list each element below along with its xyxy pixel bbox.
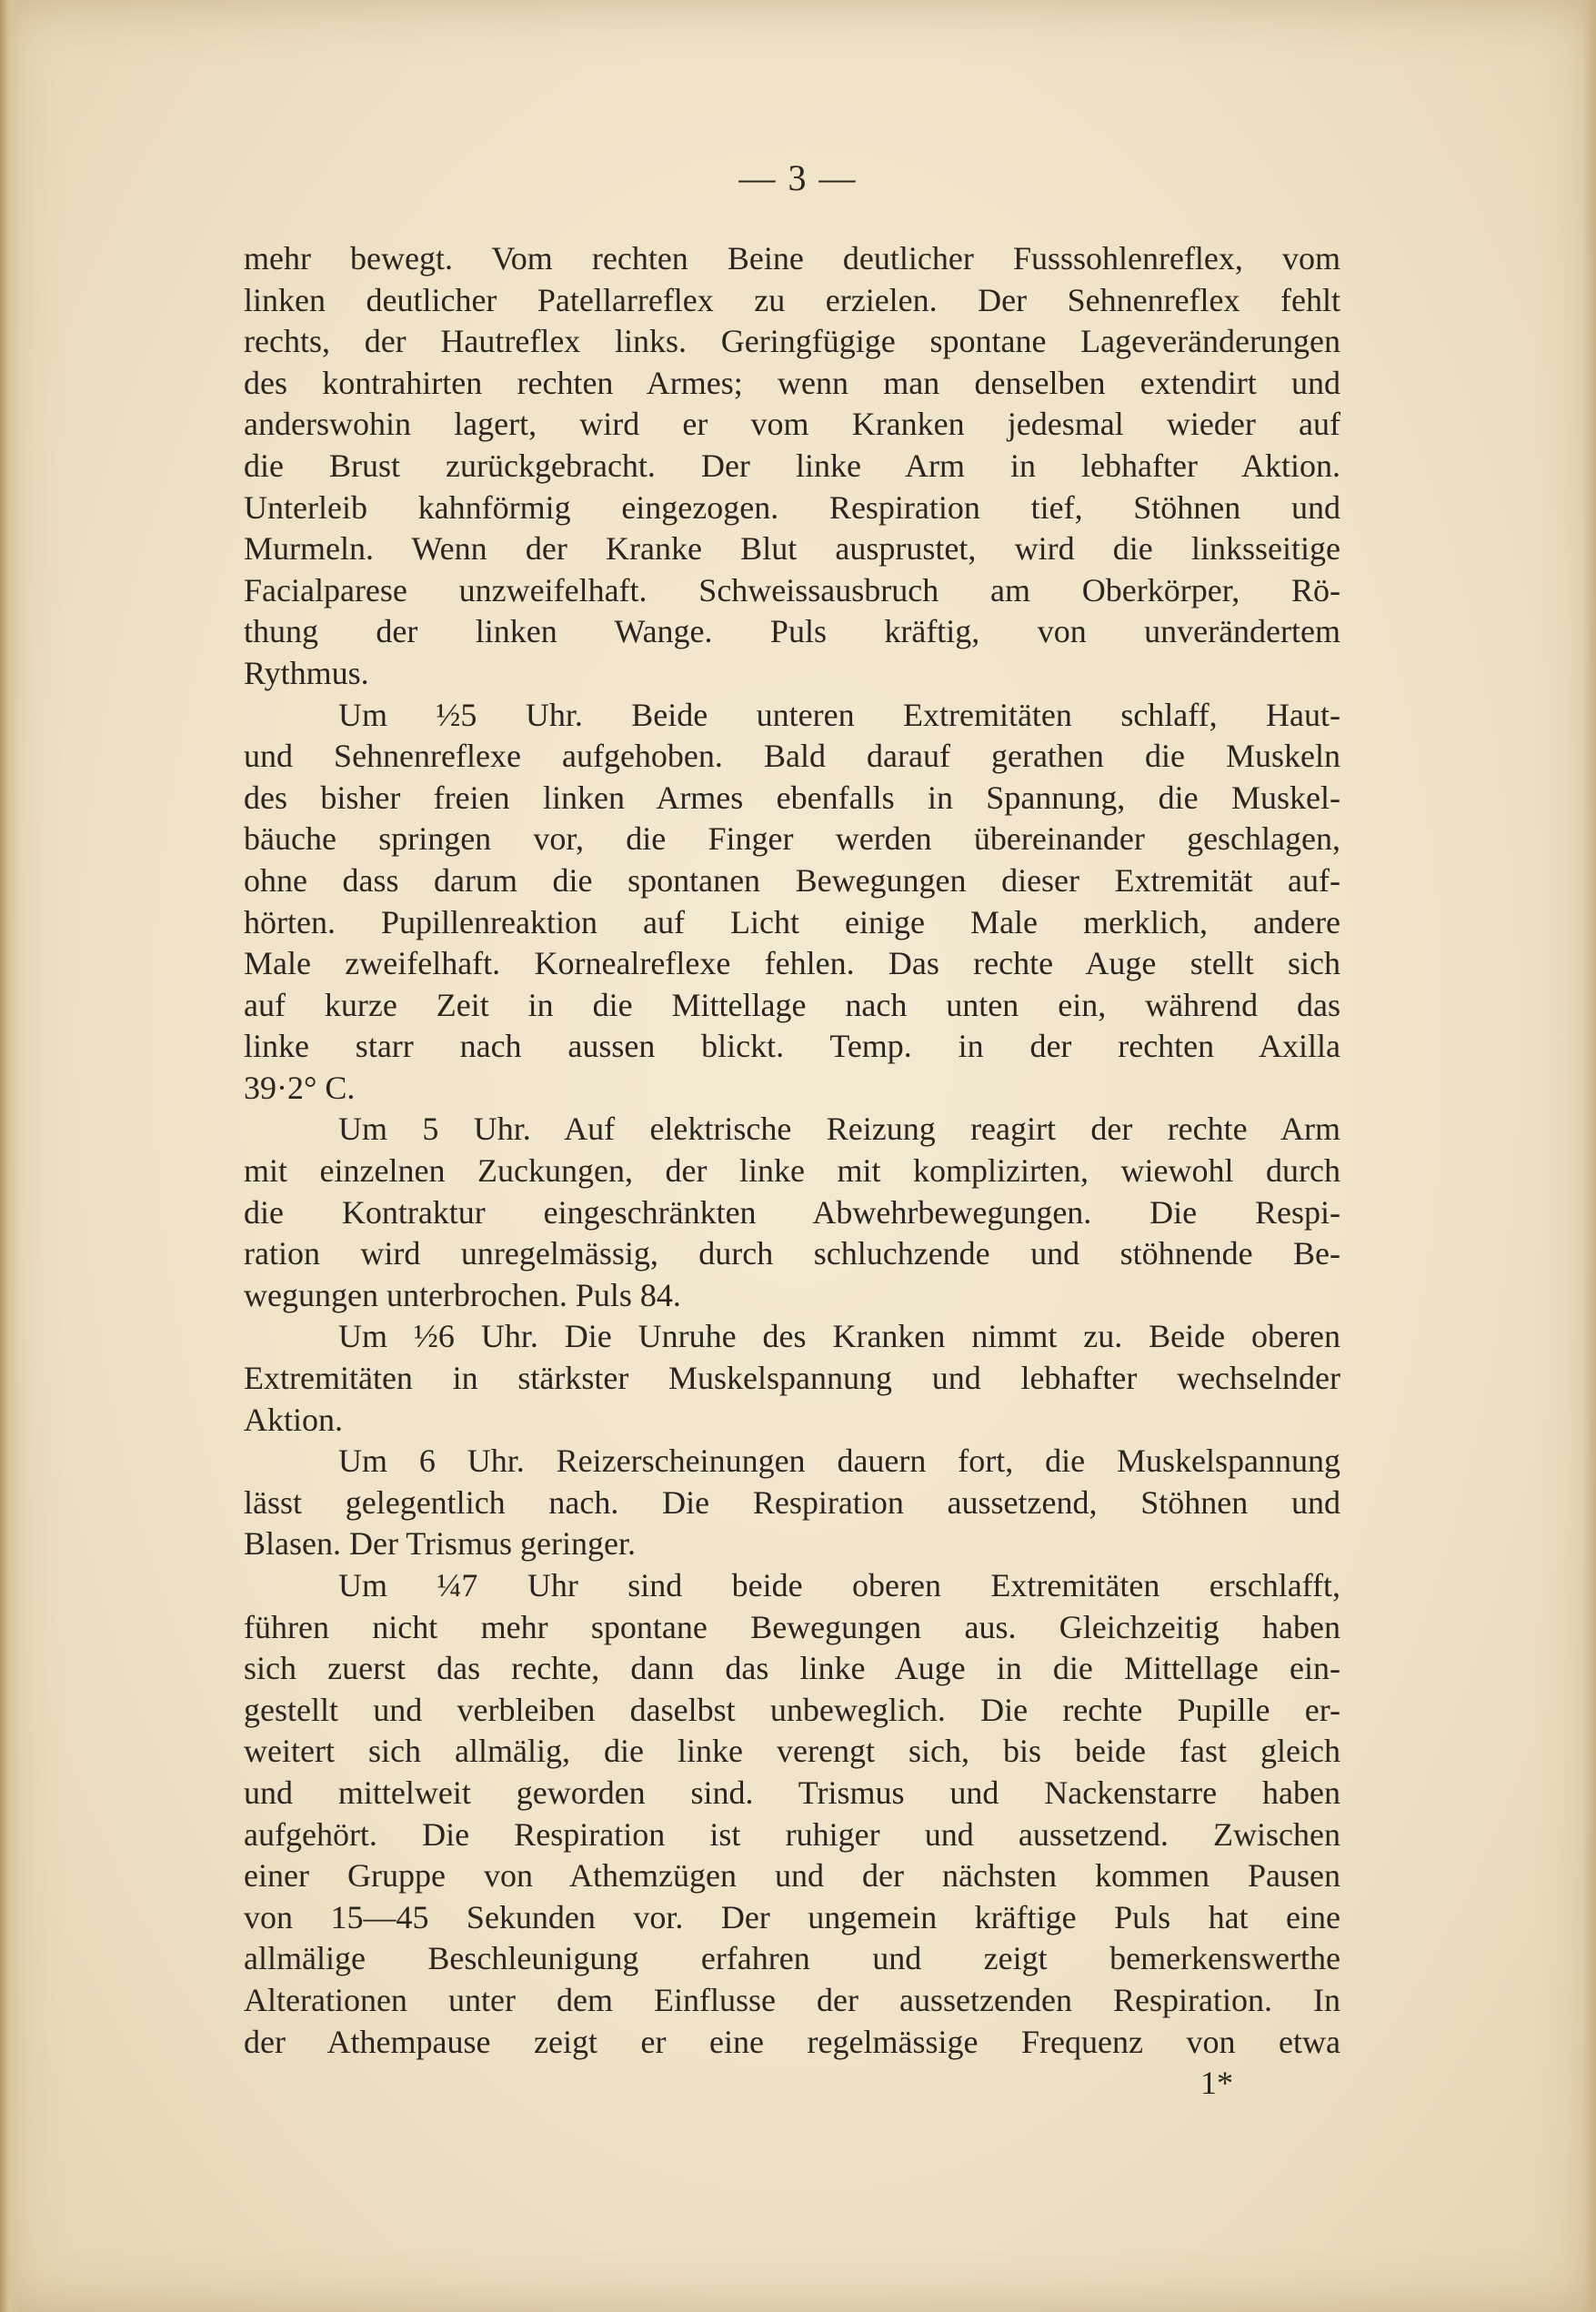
text-line: aufgehört. Die Respiration ist ruhiger und aussetzend. Zwischen [244, 1815, 1340, 1853]
text-line: weitert sich allmälig, die linke verengt sich, bis beide fast gleich [244, 1733, 1340, 1770]
text-line: mit einzelnen Zuckungen, der linke mit komplizirten, wiewohl durch [244, 1152, 1340, 1190]
text-line: von 15—45 Sekunden vor. Der ungemein kräftige Puls hat eine [244, 1898, 1340, 1935]
page-edge-right [1583, 0, 1596, 2312]
text-line: Um ½6 Uhr. Die Unruhe des Kranken nimmt zu. Beide oberen [338, 1318, 1340, 1355]
text-line: hörten. Pupillenreaktion auf Licht einige Male merklich, andere [244, 903, 1340, 940]
text-line: linken deutlicher Patellarreflex zu erzielen. Der Sehnenreflex fehlt [244, 281, 1340, 318]
text-line: die Brust zurückgebracht. Der linke Arm in lebhafter Aktion. [244, 447, 1340, 484]
text-line: Aktion. [244, 1401, 344, 1438]
text-line: des bisher freien linken Armes ebenfalls in Spannung, die Muskel- [244, 779, 1340, 816]
text-line: Um 5 Uhr. Auf elektrische Reizung reagirt der rechte Arm [338, 1111, 1340, 1148]
text-line: des kontrahirten rechten Armes; wenn man denselben extendirt und [244, 364, 1340, 401]
text-line: auf kurze Zeit in die Mittellage nach unten ein, während das [244, 986, 1340, 1023]
text-line: führen nicht mehr spontane Bewegungen aus. Gleichzeitig haben [244, 1608, 1340, 1645]
text-line: allmälige Beschleunigung erfahren und zeigt bemerkenswerthe [244, 1940, 1340, 1977]
text-line: die Kontraktur eingeschränkten Abwehrbewegungen. Die Respi- [244, 1193, 1340, 1231]
text-line: Um 6 Uhr. Reizerscheinungen dauern fort, die Muskelspannung [338, 1442, 1340, 1480]
text-line: Um ½5 Uhr. Beide unteren Extremitäten schlaff, Haut- [338, 696, 1340, 733]
text-line: Um ¼7 Uhr sind beide oberen Extremitäten erschlafft, [338, 1567, 1340, 1603]
page-edge-left [0, 0, 20, 2312]
text-line: wegungen unterbrochen. Puls 84. [244, 1276, 681, 1313]
body-text [244, 238, 1340, 2063]
text-line: mehr bewegt. Vom rechten Beine deutlicher Fusssohlenreflex, vom [244, 240, 1340, 276]
text-line: Male zweifelhaft. Kornealreflexe fehlen. Das rechte Auge stellt sich [244, 945, 1340, 982]
text-line: der Athempause zeigt er eine regelmässige Frequenz von etwa [244, 2023, 1340, 2060]
text-line: und Sehnenreflexe aufgehoben. Bald darauf gerathen die Muskeln [244, 738, 1340, 775]
text-line: und mittelweit geworden sind. Trismus und Nackenstarre haben [244, 1774, 1340, 1811]
text-line: gestellt und verbleiben daselbst unbeweglich. Die rechte Pupille er- [244, 1691, 1340, 1728]
text-line: Blasen. Der Trismus geringer. [244, 1525, 636, 1563]
text-line: lässt gelegentlich nach. Die Respiration aussetzend, Stöhnen und [244, 1483, 1340, 1521]
text-line: linke starr nach aussen blickt. Temp. in der rechten Axilla [244, 1028, 1340, 1065]
text-line: ration wird unregelmässig, durch schluchzende und stöhnende Be- [244, 1235, 1340, 1272]
text-line: rechts, der Hautreflex links. Geringfügige spontane Lageveränderungen [244, 323, 1340, 360]
text-line: anderswohin lagert, wird er vom Kranken jedesmal wieder auf [244, 406, 1340, 443]
text-line: Murmeln. Wenn der Kranke Blut ausprustet, wird die linksseitige [244, 530, 1340, 568]
signature-mark: 1* [1200, 2065, 1233, 2101]
text-line: Extremitäten in stärkster Muskelspannung und lebhafter wechselnder [244, 1360, 1340, 1397]
page-number-header: — 3 — [738, 157, 858, 198]
text-line: sich zuerst das rechte, dann das linke Auge in die Mittellage ein- [244, 1650, 1340, 1687]
text-line: 39·2° C. [244, 1069, 356, 1106]
text-line: einer Gruppe von Athemzügen und der nächsten kommen Pausen [244, 1857, 1340, 1895]
text-line: Alterationen unter dem Einflusse der aussetzenden Respiration. In [244, 1981, 1340, 2018]
text-line: Facialparese unzweifelhaft. Schweissausbruch am Oberkörper, Rö- [244, 571, 1340, 608]
text-line: Unterleib kahnförmig eingezogen. Respiration tief, Stöhnen und [244, 488, 1340, 526]
text-line: thung der linken Wange. Puls kräftig, von unverändertem [244, 613, 1340, 650]
text-line: ohne dass darum die spontanen Bewegungen dieser Extremität auf- [244, 861, 1340, 899]
text-line: bäuche springen vor, die Finger werden übereinander geschlagen, [244, 820, 1340, 858]
text-line: Rythmus. [244, 654, 369, 691]
